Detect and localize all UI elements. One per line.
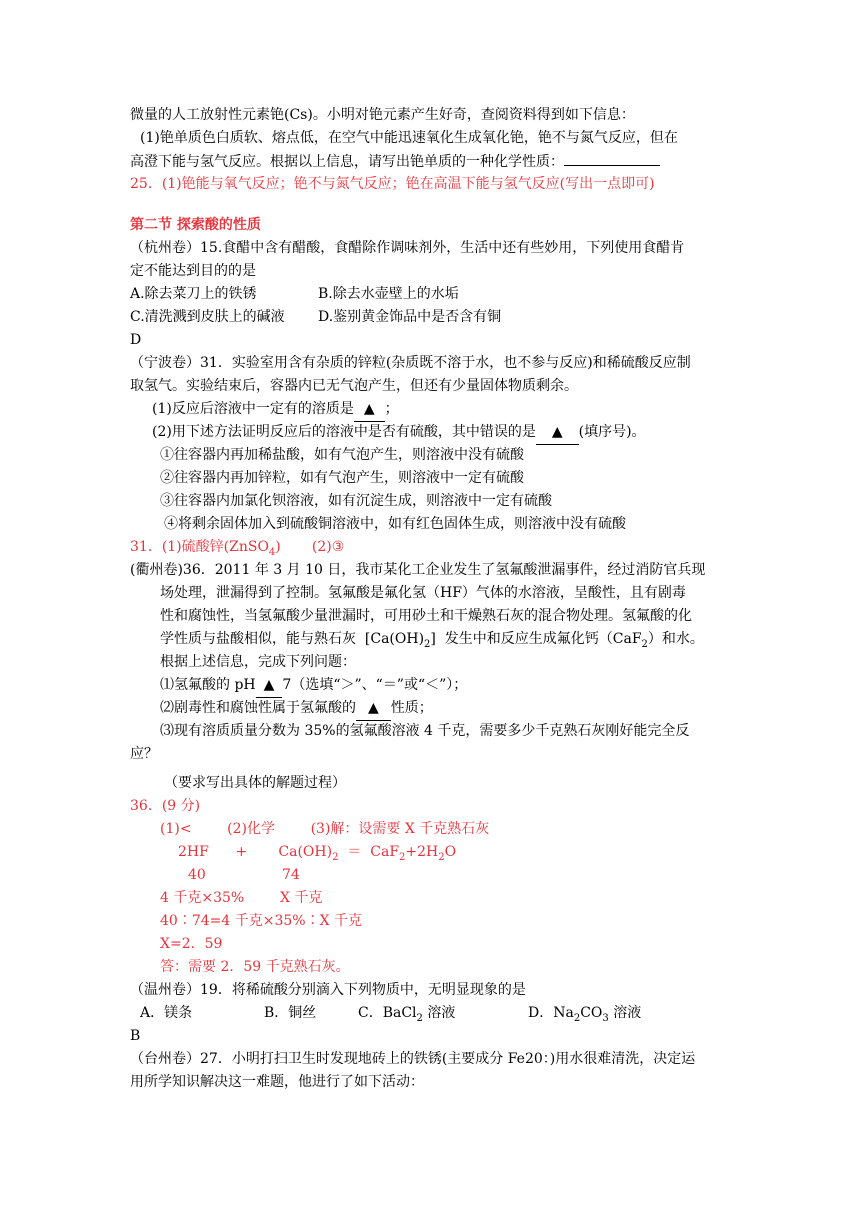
text-line: 定不能达到目的的是	[130, 263, 256, 279]
question-27: （台州卷）27．小明打扫卫生时发现地砖上的铁锈(主要成分 Fe20：)用水很难清洗，决定运	[130, 1051, 696, 1067]
triangle-blank: ▲	[356, 697, 391, 721]
answer-36-head: 36．(9 分)	[130, 798, 201, 814]
document-page	[130, 104, 730, 1094]
triangle-blank: ▲	[256, 674, 283, 698]
options-row	[130, 283, 730, 306]
sub-question: ⑵剧毒性和腐蚀性属于氢氟酸的 ▲ 性质；	[130, 697, 730, 720]
text-line: 用所学知识解决这一难题，他进行了如下活动：	[130, 1074, 424, 1090]
text-line: 微量的人工放射性元素铯(Cs)。小明对铯元素产生好奇，查阅资料得到如下信息：	[130, 107, 635, 123]
answer-36-line: (1)< (2)化学 (3)解：设需要 X 千克熟石灰	[160, 821, 490, 837]
option-c: C.清洗溅到皮肤上的碱液	[130, 309, 285, 325]
triangle-blank: ▲	[536, 421, 579, 445]
text-line: 取氢气。实验结束后，容器内已无气泡产生，但还有少量固体物质剩余。	[130, 378, 578, 394]
answer-36-line: X=2．59	[160, 936, 223, 952]
section-title: 第二节 探索酸的性质	[130, 217, 261, 233]
option-2: ②往容器内再加锌粒，如有气泡产生，则溶液中一定有硫酸	[160, 470, 524, 486]
question-36: (衢州卷)36．2011 年 3 月 10 日，我市某化工企业发生了氢氟酸泄漏事件，经过消防官兵现	[130, 562, 706, 578]
question-31: （宁波卷）31．实验室用含有杂质的锌粒(杂质既不溶于水，也不参与反应)和稀硫酸反应制	[130, 355, 691, 371]
answer-36-line: 答：需要 2．59 千克熟石灰。	[160, 959, 350, 975]
text-line: 场处理，泄漏得到了控制。氢氟酸是氟化氢（HF）气体的水溶液，呈酸性，且有剧毒	[160, 585, 686, 601]
option-b: B.除去水壶壁上的水垢	[318, 286, 459, 302]
text-line: 学性质与盐酸相似，能与熟石灰 $[Ca(OH)_2]$ 发生中和反应生成氟化钙（CaF$_2$）和水。	[160, 631, 704, 650]
option-a: A.除去菜刀上的铁锈	[130, 286, 257, 302]
text-line: 性和腐蚀性，当氢氟酸少量泄漏时，可用砂土和干燥熟石灰的混合物处理。氢氟酸的化	[160, 608, 692, 624]
answer-36-line: 40∶74=4 千克×35%∶X 千克	[160, 913, 362, 929]
answer-25: 25．(1)铯能与氧气反应；铯不与氮气反应；铯在高温下能与氢气反应(写出一点即可)	[130, 176, 655, 192]
option-3: ③往容器内加氯化钡溶液，如有沉淀生成，则溶液中一定有硫酸	[160, 493, 552, 509]
option-d: D.鉴别黄金饰品中是否含有铜	[318, 309, 502, 325]
sub-question: (2)用下述方法证明反应后的溶液中是否有硫酸，其中错误的是 ▲ (填序号)。	[130, 421, 730, 444]
question-15: （杭州卷）15.食醋中含有醋酸，食醋除作调味剂外，生活中还有些妙用，下列使用食醋肯	[130, 240, 685, 256]
text-line: （要求写出具体的解题过程）	[164, 775, 346, 791]
text-line: 根据上述信息，完成下列问题：	[160, 654, 356, 670]
text-line: 应？	[130, 746, 158, 762]
text-line: 高澄下能与氢气反应。根据以上信息，请写出铯单质的一种化学性质：	[130, 150, 730, 173]
text-line: (1)铯单质色白质软、熔点低，在空气中能迅速氧化生成氧化铯，铯不与氮气反应，但在	[140, 130, 678, 146]
options-row	[130, 306, 730, 329]
answer-15: D	[130, 332, 142, 348]
answer-blank	[564, 150, 660, 166]
ratio-row: 4 千克×35% X 千克	[160, 890, 323, 906]
triangle-blank: ▲	[354, 398, 385, 422]
option-4: ④将剩余固体加入到硫酸铜溶液中，如有红色固体生成，则溶液中没有硫酸	[164, 516, 626, 532]
sub-question: (1)反应后溶液中一定有的溶质是 ▲ ；	[130, 398, 730, 421]
options-row: A．镁条 B．铜丝 C．BaCl$_2$ 溶液 D．$Na_2CO_3$ 溶液	[140, 1005, 642, 1024]
answer-19: B	[130, 1028, 141, 1044]
question-19: （温州卷）19．将稀硫酸分别滴入下列物质中，无明显现象的是	[130, 982, 526, 998]
equation: 2HF + $Ca(OH)_2 = CaF_2+2H_2O$	[178, 844, 457, 863]
answer-31: 31．(1)硫酸锌(ZnSO$_4$) (2)③	[130, 539, 345, 558]
sub-question: ⑴氢氟酸的 pH ▲ 7（选填“＞”、“＝”或“＜”）；	[130, 674, 730, 697]
sub-question: ⑶现有溶质质量分数为 35%的氢氟酸溶液 4 千克，需要多少千克熟石灰刚好能完全反	[160, 723, 690, 739]
mass-row: 40 74	[188, 867, 300, 883]
option-1: ①往容器内再加稀盐酸，如有气泡产生，则溶液中没有硫酸	[160, 447, 524, 463]
